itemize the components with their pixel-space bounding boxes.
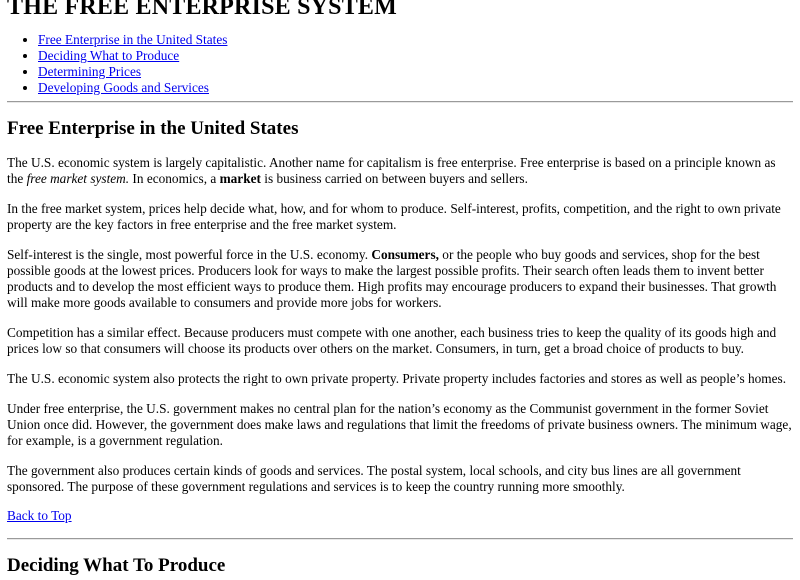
section-heading-free-enterprise: Free Enterprise in the United States — [7, 118, 299, 139]
paragraph-text: Self-interest is the single, most powerful force in the U.S. economy. — [7, 247, 372, 262]
emphasis-term: free market system. — [26, 171, 130, 186]
horizontal-rule — [7, 101, 793, 103]
toc-link-developing-goods[interactable]: Developing Goods and Services — [38, 80, 209, 95]
toc-link-deciding-what-to-produce[interactable]: Deciding What to Produce — [38, 48, 180, 63]
bold-term-consumers: Consumers, — [371, 247, 439, 262]
toc-item — [38, 32, 793, 48]
paragraph-text: In economics, a — [129, 171, 220, 186]
table-of-contents — [7, 32, 793, 96]
toc-link-free-enterprise[interactable]: Free Enterprise in the United States — [38, 32, 228, 47]
toc-item — [38, 48, 793, 64]
section-heading-deciding-what-to-produce: Deciding What To Produce — [7, 555, 226, 576]
paragraph-text: or the people who buy goods and services, shop for the best possible goods at the lowest prices. Producers look for ways to make the largest possible profits. Their search often leads them to invent better products and to develop the most efficient ways to produce them. High profits may encourage producers to expand their businesses. That growth will make more goods available to consumers and provide more jobs for workers. — [7, 247, 777, 310]
page-title: THE FREE ENTERPRISE SYSTEM — [7, 0, 397, 20]
back-to-top-link[interactable]: Back to Top — [7, 508, 72, 523]
paragraph-3 — [7, 247, 793, 311]
horizontal-rule — [7, 538, 793, 540]
paragraph-5: The U.S. economic system also protects the right to own private property. Private property includes factories and stores as well as people’s homes. — [7, 371, 787, 386]
toc-item — [38, 80, 793, 96]
paragraph-text: The U.S. economic system is largely capitalistic. Another name for capitalism is free enterprise. Free enterprise is based on a principle known as the — [7, 155, 776, 186]
paragraph-1 — [7, 155, 793, 187]
toc-link-determining-prices[interactable]: Determining Prices — [38, 64, 142, 79]
paragraph-2: In the free market system, prices help decide what, how, and for whom to produce. Self-interest, profits, competition, and the right to own private property are the key factors in free enterprise and the free market system. — [7, 201, 781, 232]
paragraph-6: Under free enterprise, the U.S. government makes no central plan for the nation’s economy as the Communist government in the former Soviet Union once did. However, the government does make laws and regulations that limit the freedoms of private business owners. The minimum wage, for example, is a government regulation. — [7, 401, 792, 448]
paragraph-7: The government also produces certain kinds of goods and services. The postal system, local schools, and city bus lines are all government sponsored. The purpose of these government regulations and services is to keep the country running more smoothly. — [7, 463, 741, 494]
back-to-top-paragraph — [7, 508, 793, 524]
paragraph-4: Competition has a similar effect. Because producers must compete with one another, each business tries to keep the quality of its goods high and prices low so that consumers will choose its products over others on the market. Consumers, in turn, get a broad choice of products to buy. — [7, 325, 777, 356]
paragraph-text: is business carried on between buyers and sellers. — [260, 171, 528, 186]
bold-term-market: market — [219, 171, 261, 186]
toc-item — [38, 64, 793, 80]
